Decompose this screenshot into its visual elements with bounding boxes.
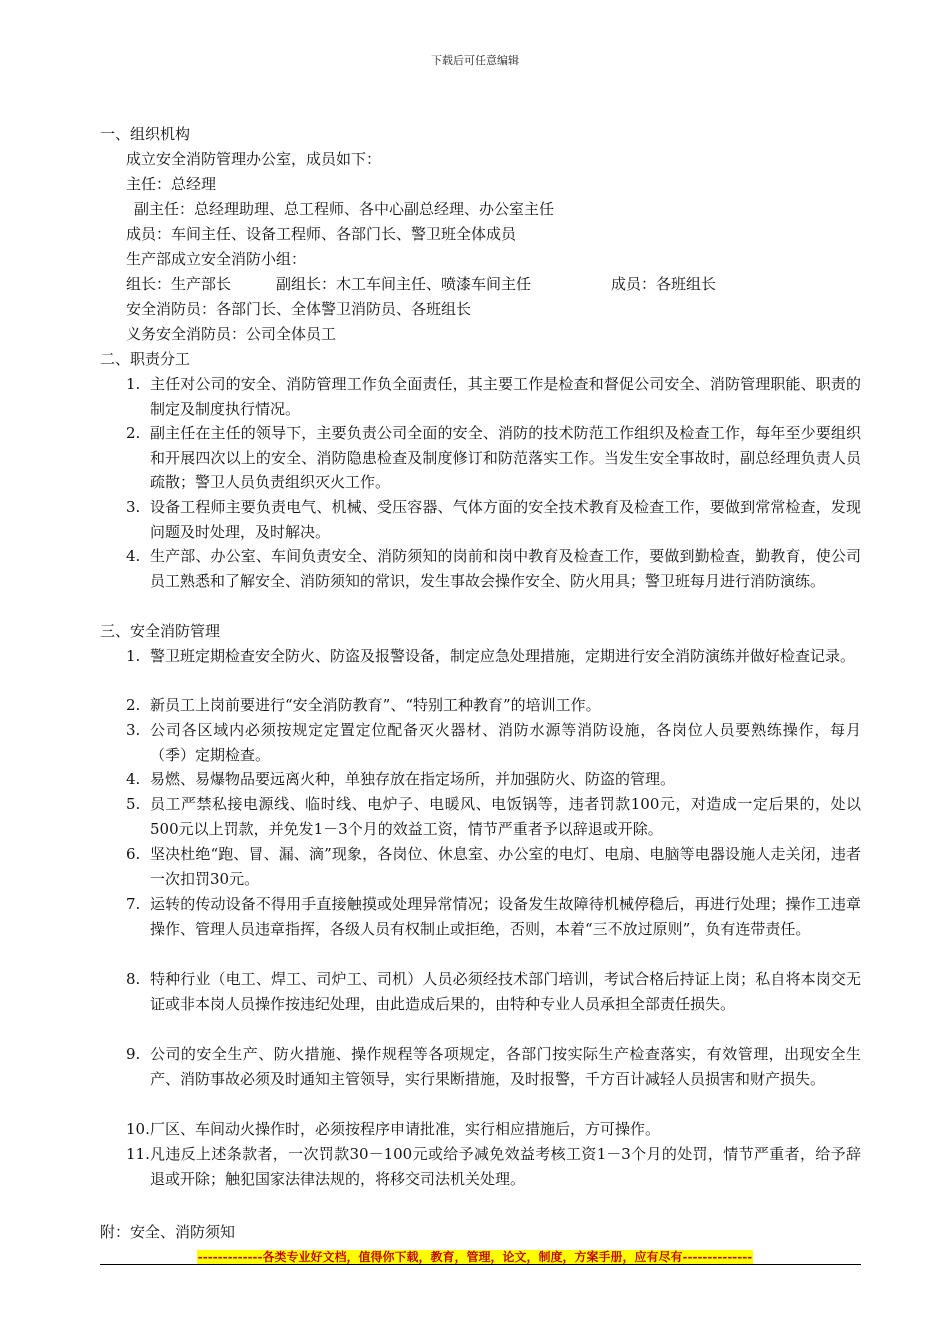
group-vice-leader: 副组长：木工车间主任、喷漆车间主任 xyxy=(276,275,532,293)
list-item xyxy=(126,1142,861,1191)
list-item xyxy=(126,967,861,1016)
list-item xyxy=(126,495,861,544)
paragraph-volunteer-officers: 义务安全消防员：公司全体员工 xyxy=(126,325,337,343)
list-item-number: 1. xyxy=(126,375,141,393)
list-item-text: 特种行业（电工、焊工、司炉工、司机）人员必须经技术部门培训，考试合格后持证上岗；私自将本岗交无证或非本岗人员操作按违纪处理，由此造成后果的，由特种专业人员承担全部责任损失。 xyxy=(150,970,861,1013)
list-item xyxy=(126,892,861,941)
list-item-text: 凡违反上述条款者，一次罚款30－100元或给予减免效益考核工资1－3个月的处罚，情节严重者，给予辞退或开除；触犯国家法律法规的，将移交司法机关处理。 xyxy=(150,1145,861,1188)
appendix-heading: 附：安全、消防须知 xyxy=(100,1223,236,1241)
list-item-text: 公司各区域内必须按规定定置定位配备灭火器材、消防水源等消防设施，各岗位人员要熟练操作，每月（季）定期检查。 xyxy=(150,721,861,764)
group-members: 成员：各班组长 xyxy=(611,275,717,293)
page-header-note: 下载后可任意编辑 xyxy=(431,54,519,67)
section-heading-organization: 一、组织机构 xyxy=(100,125,191,143)
list-item-number: 6. xyxy=(126,845,141,863)
paragraph-fire-officers: 安全消防员：各部门长、全体警卫消防员、各班组长 xyxy=(126,300,472,318)
list-item-number: 3. xyxy=(126,721,141,739)
list-item-text: 坚决杜绝“跑、冒、漏、滴”现象，各岗位、休息室、办公室的电灯、电扇、电脑等电器设施人走关闭，违者一次扣罚30元。 xyxy=(150,845,861,888)
list-item-number: 2. xyxy=(126,424,141,442)
paragraph-deputy-director: 副主任：总经理助理、总工程师、各中心副总经理、办公室主任 xyxy=(134,200,555,218)
list-item-text: 厂区、车间动火操作时，必须按程序申请批准，实行相应措施后，方可操作。 xyxy=(150,1120,661,1138)
list-item-text: 副主任在主任的领导下，主要负责公司全面的安全、消防的技术防范工作组织及检查工作，每年至少要组织和开展四次以上的安全、消防隐患检查及制度修订和防范落实工作。当发生安全事故时，副总经理负责人员疏散；警卫人员负责组织灭火工作。 xyxy=(150,424,861,491)
section-heading-duties: 二、职责分工 xyxy=(100,350,191,368)
list-item-text: 运转的传动设备不得用手直接触摸或处理异常情况；设备发生故障待机械停稳后，再进行处理；操作工违章操作、管理人员违章指挥，各级人员有权制止或拒绝，否则，本着“三不放过原则”，负有连带责任。 xyxy=(150,895,861,938)
list-item-number: 4. xyxy=(126,770,141,788)
list-item-text: 设备工程师主要负责电气、机械、受压容器、气体方面的安全技术教育及检查工作，要做到常常检查，发现问题及时处理，及时解决。 xyxy=(150,498,861,541)
list-item-number: 8. xyxy=(126,970,141,988)
list-item-number: 9. xyxy=(126,1045,141,1063)
list-item-text: 公司的安全生产、防火措施、操作规程等各项规定，各部门按实际生产检查落实，有效管理，出现安全生产、消防事故必须及时通知主管领导，实行果断措施，及时报警，千方百计减轻人员损害和财产损失。 xyxy=(150,1045,861,1088)
list-item-text: 警卫班定期检查安全防火、防盗及报警设备，制定应急处理措施，定期进行安全消防演练并做好检查记录。 xyxy=(150,647,856,665)
list-item xyxy=(126,544,861,593)
paragraph-group-intro: 生产部成立安全消防小组： xyxy=(126,250,307,268)
footer-divider xyxy=(100,1264,861,1265)
list-item xyxy=(126,718,861,767)
list-item-number: 5. xyxy=(126,795,141,813)
paragraph-office-intro: 成立安全消防管理办公室，成员如下： xyxy=(126,150,382,168)
list-item xyxy=(126,372,861,421)
list-item-number: 7. xyxy=(126,895,141,913)
list-item xyxy=(126,842,861,891)
paragraph-members: 成员：车间主任、设备工程师、各部门长、警卫班全体成员 xyxy=(126,225,517,243)
section-heading-fire-safety-management: 三、安全消防管理 xyxy=(100,622,221,640)
list-item-text: 生产部、办公室、车间负责安全、消防须知的岗前和岗中教育及检查工作，要做到勤检查，勤教育，使公司员工熟悉和了解安全、消防须知的常识，发生事故会操作安全、防火用具；警卫班每月进行消防演练。 xyxy=(150,547,861,590)
list-item-number: 4. xyxy=(126,547,141,565)
footer-banner-text: -------------各类专业好文档，值得你下载，教育，管理，论文，制度，方案手册，应有尽有-------------- xyxy=(197,1250,753,1264)
list-item-number: 11. xyxy=(126,1145,150,1163)
list-item-text: 主任对公司的安全、消防管理工作负全面责任，其主要工作是检查和督促公司安全、消防管理职能、职责的制定及制度执行情况。 xyxy=(150,375,861,418)
paragraph-director: 主任：总经理 xyxy=(126,175,217,193)
list-item xyxy=(126,1117,861,1142)
list-item-number: 2. xyxy=(126,696,141,714)
list-item xyxy=(126,644,861,669)
list-item xyxy=(126,693,861,718)
paragraph-group-roles xyxy=(126,272,716,296)
group-leader: 组长：生产部长 xyxy=(126,275,232,293)
list-item xyxy=(126,792,861,841)
list-item-number: 10. xyxy=(126,1120,150,1138)
list-item xyxy=(126,1042,861,1091)
list-item-number: 3. xyxy=(126,498,141,516)
list-item-text: 员工严禁私接电源线、临时线、电炉子、电暖风、电饭锅等，违者罚款100元，对造成一定后果的，处以500元以上罚款，并免发1－3个月的效益工资，情节严重者予以辞退或开除。 xyxy=(150,795,861,838)
list-item-text: 易燃、易爆物品要远离火种，单独存放在指定场所，并加强防火、防盗的管理。 xyxy=(150,770,676,788)
list-item-text: 新员工上岗前要进行“安全消防教育”、“特别工种教育”的培训工作。 xyxy=(150,696,601,714)
list-item xyxy=(126,767,861,792)
footer-banner xyxy=(0,1246,950,1265)
list-item-number: 1. xyxy=(126,647,141,665)
list-item xyxy=(126,421,861,495)
